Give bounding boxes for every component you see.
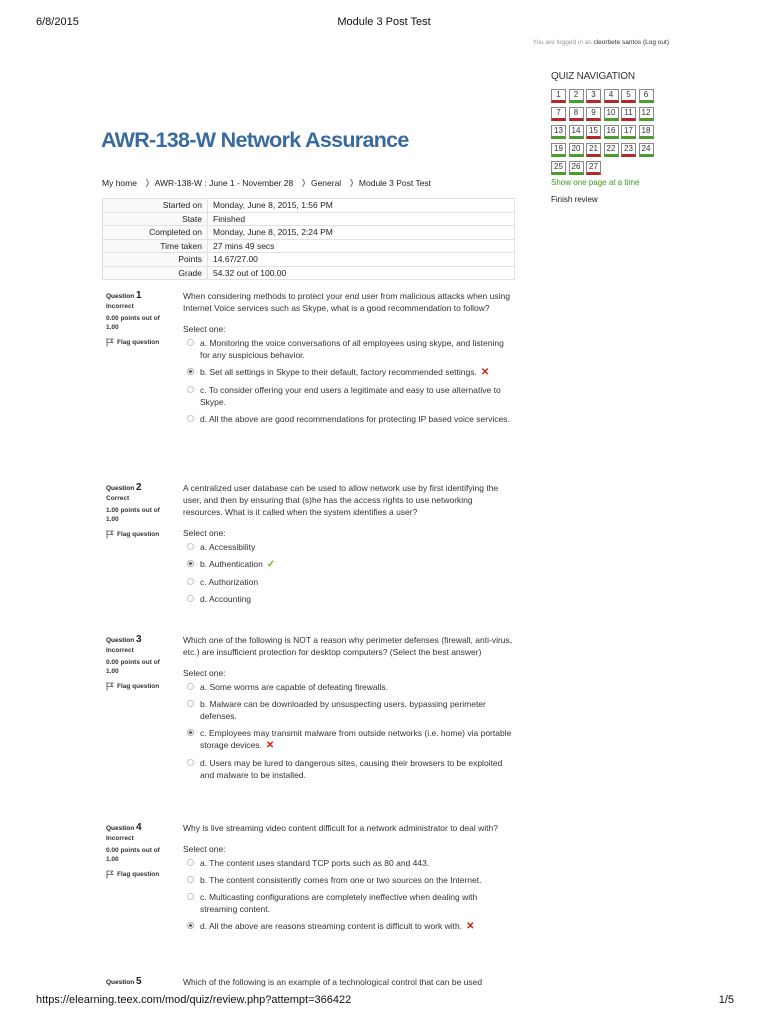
answer-text: c. To consider offering your end users a legitimate and easy to use alternative to Skype.	[200, 385, 501, 407]
flag-question-button[interactable]	[106, 530, 174, 539]
breadcrumb-separator-icon: ❭	[300, 178, 307, 187]
correct-icon: ✓	[266, 559, 276, 570]
flag-question-button[interactable]	[106, 682, 174, 691]
summary-value: 27 mins 49 secs	[208, 239, 515, 253]
quiz-nav-button[interactable]: 10	[604, 107, 619, 121]
summary-label: Grade	[103, 266, 208, 280]
quiz-nav-button[interactable]: 9	[586, 107, 601, 121]
select-one-label: Select one:	[183, 528, 226, 538]
summary-value: Monday, June 8, 2015, 2:24 PM	[208, 226, 515, 240]
answer-text: d. All the above are reasons streaming content is difficult to work with. ✕	[200, 921, 475, 932]
quiz-nav-button[interactable]: 25	[551, 161, 566, 175]
summary-value: Finished	[208, 212, 515, 226]
quiz-nav-button[interactable]: 12	[639, 107, 654, 121]
answer-option[interactable]	[183, 681, 513, 693]
quiz-nav-button[interactable]: 1	[551, 89, 566, 103]
quiz-nav-button[interactable]: 11	[621, 107, 636, 121]
answer-text: d. All the above are good recommendations for protecting IP based voice services.	[200, 414, 510, 424]
quiz-nav-button[interactable]: 2	[569, 89, 584, 103]
radio-button[interactable]	[187, 683, 194, 690]
quiz-nav-button[interactable]: 19	[551, 143, 566, 157]
question-body	[183, 634, 513, 786]
answer-option[interactable]	[183, 384, 513, 408]
quiz-nav-button[interactable]: 15	[586, 125, 601, 139]
answer-option[interactable]	[183, 920, 513, 933]
answer-option[interactable]	[183, 366, 513, 379]
flag-icon	[106, 530, 114, 539]
quiz-nav-button[interactable]: 7	[551, 107, 566, 121]
summary-row	[103, 226, 515, 240]
answer-text: c. Multicasting configurations are completely ineffective when dealing with streaming content.	[200, 892, 478, 914]
answer-option[interactable]	[183, 857, 513, 869]
breadcrumb-separator-icon: ❭	[348, 178, 355, 187]
breadcrumb-separator-icon: ❭	[143, 178, 151, 187]
logout-link[interactable]: (Log out)	[642, 39, 669, 46]
question-grade: 0.00 points out of 1.00	[106, 659, 160, 675]
answer-option[interactable]	[183, 757, 513, 781]
quiz-navigation-grid	[551, 89, 667, 175]
radio-button[interactable]	[187, 859, 194, 866]
finish-review-link[interactable]: Finish review	[551, 195, 598, 204]
question-text: When considering methods to protect your end user from malicious attacks when using Internet Voice services such as Skype, what is a good recommendation to follow?	[183, 291, 510, 313]
question-number: Question 1	[106, 290, 142, 301]
flag-question-label: Flag question	[117, 683, 160, 690]
radio-button[interactable]	[187, 876, 194, 883]
answer-text: b. The content consistently comes from one or two sources on the Internet.	[200, 875, 482, 885]
question-number: Question 4	[106, 822, 142, 833]
quiz-nav-button[interactable]: 14	[569, 125, 584, 139]
flag-icon	[106, 338, 114, 347]
incorrect-icon: ✕	[466, 921, 475, 932]
radio-button[interactable]	[187, 893, 194, 900]
breadcrumb	[102, 178, 431, 188]
quiz-nav-button[interactable]: 13	[551, 125, 566, 139]
summary-value: 14.67/27.00	[208, 253, 515, 267]
breadcrumb-item-course[interactable]: AWR-138-W : June 1 - November 28	[154, 178, 294, 188]
breadcrumb-item-home[interactable]: My home	[102, 178, 137, 188]
summary-label: State	[103, 212, 208, 226]
question-grade: 1.00 points out of 1.00	[106, 507, 160, 523]
quiz-nav-button[interactable]: 24	[639, 143, 654, 157]
question-info	[106, 290, 174, 347]
answer-text: a. The content uses standard TCP ports such as 80 and 443.	[200, 858, 430, 868]
question-info	[106, 822, 174, 879]
login-prefix: You are logged in as	[532, 39, 592, 46]
question-state: Incorrect	[106, 835, 134, 842]
answer-option[interactable]	[183, 337, 513, 361]
answer-option[interactable]	[183, 874, 513, 886]
login-info	[533, 39, 669, 46]
print-url: https://elearning.teex.com/mod/quiz/review.php?attempt=366422	[36, 994, 352, 1006]
radio-button[interactable]	[187, 543, 194, 550]
quiz-nav-button[interactable]: 18	[639, 125, 654, 139]
question-state: Incorrect	[106, 303, 134, 310]
answer-option[interactable]	[183, 576, 513, 588]
answer-text: b. Authentication ✓	[200, 559, 276, 570]
answer-option[interactable]	[183, 698, 513, 722]
radio-button[interactable]	[187, 578, 194, 585]
answer-option[interactable]	[183, 558, 513, 571]
question-text: Which one of the following is NOT a reason why perimeter defenses (firewall, anti-virus, etc.) are insufficient protection for desktop computers? (Select the best answer)	[183, 635, 513, 657]
quiz-nav-button[interactable]: 3	[586, 89, 601, 103]
flag-question-button[interactable]	[106, 338, 174, 347]
radio-button[interactable]	[187, 759, 194, 766]
summary-label: Points	[103, 253, 208, 267]
summary-row	[103, 239, 515, 253]
question-info	[106, 482, 174, 539]
question-body	[183, 822, 513, 938]
summary-label: Started on	[103, 199, 208, 213]
quiz-nav-button[interactable]: 22	[604, 143, 619, 157]
print-title: Module 3 Post Test	[337, 16, 431, 28]
summary-row	[103, 253, 515, 267]
answer-text: b. Set all settings in Skype to their default, factory recommended settings. ✕	[200, 367, 490, 378]
quiz-nav-button[interactable]: 4	[604, 89, 619, 103]
quiz-nav-button[interactable]: 27	[586, 161, 601, 175]
answer-text: d. Accounting	[200, 594, 252, 604]
answer-text: c. Employees may transmit malware from outside networks (i.e. home) via portable storage devices. ✕	[200, 728, 512, 751]
quiz-nav-button[interactable]: 21	[586, 143, 601, 157]
question-state: Correct	[106, 495, 130, 502]
incorrect-icon: ✕	[480, 367, 490, 378]
question-grade: 0.00 points out of 1.00	[106, 847, 160, 863]
summary-label: Completed on	[103, 226, 208, 240]
answer-text: a. Monitoring the voice conversations of all employees using skype, and listening for any suspicious behavior.	[200, 338, 504, 360]
radio-button[interactable]	[187, 368, 194, 375]
summary-value: 54.32 out of 100.00	[208, 266, 515, 280]
summary-row	[103, 199, 515, 213]
summary-row	[103, 212, 515, 226]
attempt-summary-table	[102, 198, 515, 280]
quiz-nav-button[interactable]: 23	[621, 143, 636, 157]
answer-text: b. Malware can be downloaded by unsuspecting users, bypassing perimeter defenses.	[200, 699, 486, 721]
radio-button[interactable]	[187, 415, 194, 422]
answer-text: d. Users may be lured to dangerous sites, causing their browsers to be exploited and malware to be installed.	[200, 758, 503, 780]
question-number: Question 2	[106, 482, 142, 493]
question-info	[106, 976, 174, 987]
question-info	[106, 634, 174, 691]
flag-question-label: Flag question	[117, 531, 160, 538]
radio-button[interactable]	[187, 339, 194, 346]
answer-text: a. Accessibility	[200, 542, 256, 552]
question-text: Why is live streaming video content difficult for a network administrator to deal with?	[183, 823, 498, 833]
print-page-number: 1/5	[718, 994, 734, 1006]
answer-option[interactable]	[183, 891, 513, 915]
quiz-nav-button[interactable]: 6	[639, 89, 654, 103]
answer-option[interactable]	[183, 727, 513, 752]
question-number: Question 3	[106, 634, 142, 645]
select-one-label: Select one:	[183, 844, 226, 854]
summary-label: Time taken	[103, 239, 208, 253]
flag-icon	[106, 870, 114, 879]
quiz-nav-button[interactable]: 20	[569, 143, 584, 157]
quiz-nav-button[interactable]: 16	[604, 125, 619, 139]
answer-text: c. Authorization	[200, 577, 259, 587]
select-one-label: Select one:	[183, 668, 226, 678]
question-number: Question 5	[106, 976, 142, 987]
page-heading: AWR-138-W Network Assurance	[101, 128, 409, 152]
summary-value: Monday, June 8, 2015, 1:56 PM	[208, 199, 515, 213]
question-grade: 0.00 points out of 1.00	[106, 315, 160, 331]
question-text: Which of the following is an example of a technological control that can be used	[183, 977, 483, 987]
breadcrumb-item-current[interactable]: Module 3 Post Test	[358, 178, 432, 188]
summary-row	[103, 266, 515, 280]
answer-option[interactable]	[183, 413, 513, 425]
breadcrumb-item-section[interactable]: General	[310, 178, 342, 188]
quiz-nav-button[interactable]: 17	[621, 125, 636, 139]
quiz-navigation	[551, 71, 667, 204]
select-one-label: Select one:	[183, 324, 226, 334]
incorrect-icon: ✕	[265, 740, 275, 751]
radio-button[interactable]	[187, 595, 194, 602]
answer-option[interactable]	[183, 593, 513, 605]
question-state: Incorrect	[106, 647, 134, 654]
radio-button[interactable]	[187, 700, 194, 707]
radio-button[interactable]	[187, 729, 194, 736]
user-link[interactable]: cleorbete santos	[593, 39, 642, 46]
question-body	[183, 482, 513, 610]
radio-button[interactable]	[187, 922, 194, 929]
flag-question-button[interactable]	[106, 870, 174, 879]
question-text: A centralized user database can be used to allow network use by first identifying the user, and then by ensuring that (s)he has the access rights to use networking resources. What is it called when the system identifies a user?	[183, 483, 499, 517]
quiz-navigation-title: QUIZ NAVIGATION	[551, 71, 635, 82]
print-date: 6/8/2015	[36, 16, 79, 28]
question-body	[183, 290, 513, 430]
quiz-nav-button[interactable]: 26	[569, 161, 584, 175]
radio-button[interactable]	[187, 560, 194, 567]
flag-question-label: Flag question	[117, 339, 160, 346]
flag-icon	[106, 682, 114, 691]
show-one-page-link[interactable]: Show one page at a time	[551, 178, 640, 187]
answer-text: a. Some worms are capable of defeating firewalls.	[200, 682, 389, 692]
flag-question-label: Flag question	[117, 871, 160, 878]
radio-button[interactable]	[187, 386, 194, 393]
quiz-nav-button[interactable]: 8	[569, 107, 584, 121]
quiz-nav-button[interactable]: 5	[621, 89, 636, 103]
answer-option[interactable]	[183, 541, 513, 553]
